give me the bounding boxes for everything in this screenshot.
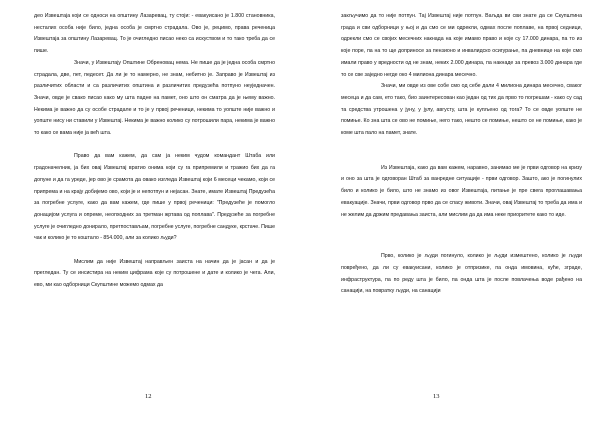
paragraph: део Извештаја који се односи на општину Лазаревац, ту стоји: - евакуисано је 1.800 становника, несталих особа није било, једна особа је смртно страдала. Ово је, рецимо, права реченица Извештаја за општину Лазаревац. То је очигледно писао неко са искуством и то тако треба да се пише. — [34, 13, 275, 55]
paragraph: Мислим да није Извештај направљен заиста на начин да је јасан и да је прегледан. Ту се инсистира на неким цифрама које су потрошене и дате и колико је чега. Али, ево, ми као одборници Скупштине можемо одмах да — [34, 258, 275, 289]
left-page-text — [34, 11, 275, 292]
right-page — [300, 0, 600, 424]
paragraph: Значи, ми овде из ове собе смо од себе дали 4 милиона динара месечно, сваког месеца и да сам, ето тако, био заинтересован као један од тих да прво то погрешам - како су сад та средства утрошена у јуну, у јулу, августу, шта је купљено од тога? То се овде уопште не помиње. Ко зна шта се ово не помиње, него тако, нешто се помиње, нешто се не помиње, како је коме шта пало на памет, знате. — [341, 83, 582, 137]
paragraph: Значи, у Извештају Општине Обреновац нема. Не пише да је једна особа смртно страдала, две, пет, педесет. Да ли је то намерно, не знам, небитно је. Заправо је Извештај из различитих области и са различитих општина и различитих предузећа потпуно неуједначен. Значи, овде је свако писао како му шта падне на памет, оно што он сматра да је њему важно. Некима је важно да су особе страдале и то је у првој реченици, некима то уопште није важно и уопште нису ни ставили у Извештај. Некима је важно колико су потрошили пара, некима је важно то како се вама није ја већ шта. — [34, 59, 275, 137]
right-page-text — [341, 11, 582, 298]
page-number: 13 — [433, 393, 440, 400]
paragraph: Прво, колико је људи погинуло, колико је људи измештено, колико је људи повређено, да ли су евакуисани, колико је отпризике, па онда имовина, куће, зграде, инфраструктура, па по реду шта је било, па онда шта је после повлачења воде рађено на санацији, на повратку људи, на санацији — [341, 253, 582, 295]
paragraph: закључимо да то није потпун. Тај Извештај није потпун. Ваљда ви сви знате да се Скупштина града и сви одборници у њој и да смо се ми одрекли, одмах после поплаве, на првој седници, одрекли смо се својих месечних накнада на које имамо право и које су 17.000 динара, па то из које поре, па на то ще доприносе за пензионо и инвалидско осигурање, па дневнице на које смо имали право у вредности од не знам, неких 2.000 динара, па накнаде за превоз 3.000 динара где то се све заједно негде око 4 милиона динара месечно. — [341, 13, 582, 78]
paragraph: Право да вам кажем, да сам ја неким чудом командант Штаба или градоначелник, ја бих овај Извештај вратио онима који су га припремили и тражио бих да га допуне и да га уреде, јер ово је срамота да овако изгледа Извештај који 6 месеци чекамо, који се припрема и на крају добијемо ово, који је и непотпун и нејасан. Знате, имате Извештај Предузећа за погребне услуге, како да вам кажем, где пише у првој реченици: "Предузеће је помогло донацијом услуга и опреме, неопходних за третман жртава од поплава". Предузеће за погребне услуге је очигледно донирало, претпостављам, погребне услуге, погребне сандуке, крстаче. Пише чак и колико је то коштало - 854.000, али за колико људи? — [34, 153, 275, 242]
page-number: 12 — [145, 393, 152, 400]
paragraph: Из Извештаја, како да вам кажем, наравно, занимао ме је први одговор на кризу и оно за шта је одговоран Штаб за ванредне ситуације - први одговор. Зашто, ако је погинулих било и колико је било, што не знамо из овог Извештаја, питање је пре свега проглашавања евакуације. Значи, први одговор прво да се спасу животи. Значи, овај Извештај то треба да има и не желим да држим предавања заиста, али мислим да да има неке приоритете како то иде. — [341, 164, 582, 218]
